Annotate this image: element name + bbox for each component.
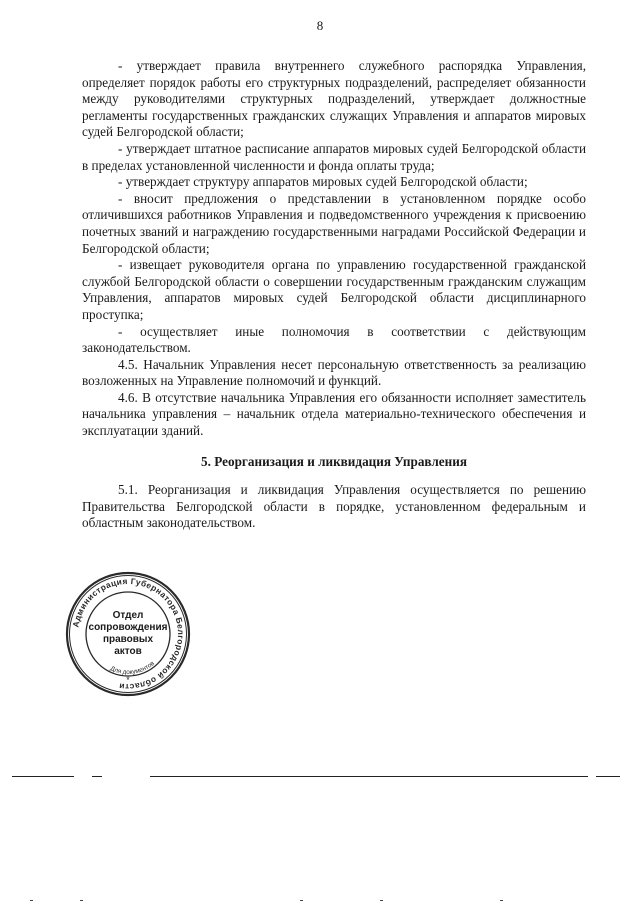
scan-artifact-line bbox=[150, 776, 588, 777]
paragraph: 4.5. Начальник Управления несет персональную ответственность за реализацию возложенных на Управление полномочий и функций. bbox=[82, 356, 586, 389]
scan-artifact-dot bbox=[500, 900, 503, 901]
official-stamp bbox=[64, 570, 192, 698]
stamp-center-line: актов bbox=[114, 646, 142, 657]
stamp-center-line: сопровождения bbox=[88, 622, 168, 633]
stamp-star: * bbox=[126, 675, 130, 685]
stamp-outer-text: Администрация Губернатора Белгородской области bbox=[70, 575, 187, 693]
scan-artifact-dot bbox=[380, 900, 383, 901]
paragraph: 4.6. В отсутствие начальника Управления его обязанности исполняет заместитель начальника управления – начальник отдела материально-технического обеспечения и эксплуатации зданий. bbox=[82, 389, 586, 439]
scan-artifact-dot bbox=[80, 900, 83, 901]
document-body bbox=[82, 58, 586, 532]
section-heading: 5. Реорганизация и ликвидация Управления bbox=[201, 453, 467, 469]
paragraph: - извещает руководителя органа по управлению государственной гражданской службой Белгородской области о совершении государственным гражданским служащим Управления, аппаратов мировых судей Белгородской области дисциплинарного проступка; bbox=[82, 257, 586, 322]
scan-artifact-line bbox=[12, 776, 74, 777]
scan-artifact-line bbox=[92, 776, 102, 777]
paragraph: - утверждает штатное расписание аппаратов мировых судей Белгородской области в пределах установленной численности и фонда оплаты труда; bbox=[82, 140, 586, 173]
scan-artifact-line bbox=[596, 776, 620, 777]
scan-artifact-dot bbox=[30, 900, 33, 901]
stamp-inner-text: Для документов bbox=[109, 659, 156, 677]
paragraph: - осуществляет иные полномочия в соответствии с действующим законодательством. bbox=[82, 323, 586, 356]
page-number: 8 bbox=[316, 18, 324, 33]
paragraph: - утверждает правила внутреннего служебного распорядка Управления, определяет порядок работы его структурных подразделений, распределяет обязанности между руководителями структурных подразделений, утверждает должностные регламенты государственных гражданских служащих Управления и аппаратов мировых судей Белгородской области; bbox=[82, 58, 586, 140]
stamp-center-line: правовых bbox=[102, 634, 154, 645]
stamp-center-line: Отдел bbox=[112, 610, 144, 621]
scan-artifact-dot bbox=[300, 900, 303, 901]
section-paragraph: 5.1. Реорганизация и ликвидация Управления осуществляется по решению Правительства Белгородской области в порядке, установленном федеральным и областным законодательством. bbox=[82, 482, 586, 531]
paragraph: - утверждает структуру аппаратов мировых судей Белгородской области; bbox=[118, 174, 528, 190]
paragraph: - вносит предложения о представлении в установленном порядке особо отличившихся работников Управления и подведомственного учреждения к присвоению почетных званий и награждению государственными наградами Российской Федерации и Белгородской области; bbox=[82, 190, 586, 256]
stamp-center-text bbox=[64, 570, 192, 698]
